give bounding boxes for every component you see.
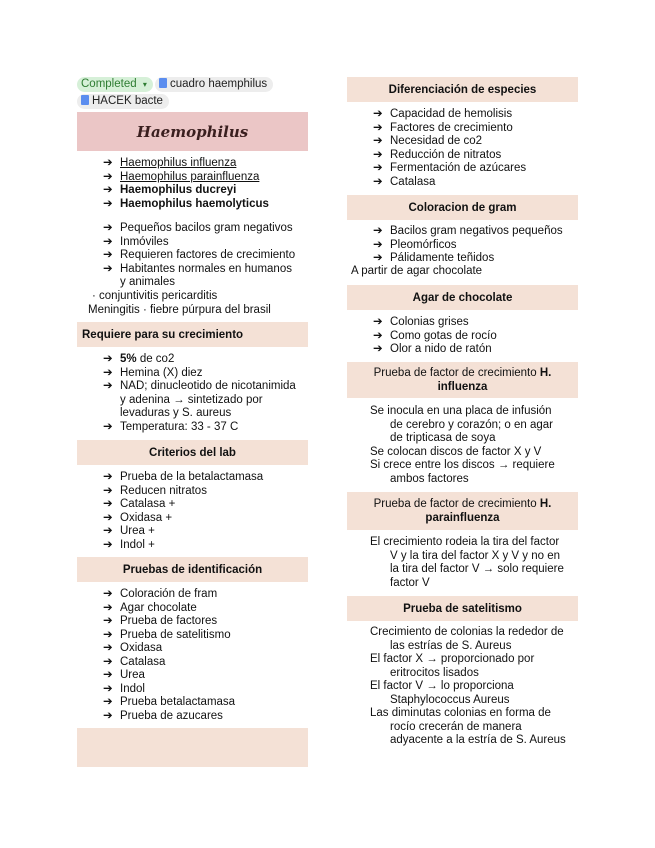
list-item: Indol [120, 682, 145, 695]
status-label: Completed [81, 78, 137, 90]
diseases-line-2: Meningitis · fiebre púrpura del brasil [88, 304, 271, 316]
list-item: y animales [120, 276, 175, 288]
list-item: Habitantes normales en humanos [120, 262, 292, 275]
list-item: Necesidad de co2 [390, 135, 483, 147]
lab-header: Criterios del lab [77, 440, 308, 465]
para-header-text: Prueba de factor de crecimiento [373, 498, 540, 510]
arrow-icon: ➔ [103, 222, 113, 234]
list-item: Pequeños bacilos gram negativos [120, 222, 293, 234]
list-item: Agar chocolate [120, 601, 197, 614]
text-line: Si crece entre los discos → requiere [370, 459, 555, 471]
list-item: Factores de crecimiento [390, 121, 513, 134]
page-title [77, 112, 308, 151]
agar-header: Agar de chocolate [347, 285, 578, 310]
arrow-icon: ➔ [103, 249, 113, 261]
flu-header-text: Prueba de factor de crecimiento [373, 367, 540, 379]
arrow-icon: ➔ [373, 108, 383, 120]
doc-link-hacek[interactable] [77, 94, 169, 109]
list-item: Pleomórficos [390, 238, 457, 251]
text-line: de tripticasa de soya [390, 432, 496, 444]
list-item: Colonias grises [390, 316, 469, 328]
empty-block [77, 728, 308, 767]
arrow-icon: ➔ [103, 709, 113, 722]
text-line: ambos factores [390, 472, 469, 485]
doc-link-cuadro[interactable] [155, 77, 273, 92]
list-item: Coloración de fram [120, 588, 218, 600]
text-line: rocío crecerán de manera [390, 720, 522, 733]
arrow-icon: ➔ [103, 366, 113, 379]
text-line: V y la tira del factor X y V y no en [390, 549, 561, 562]
list-item: Haemophilus haemolyticus [120, 197, 269, 210]
list-item: Olor a nido de ratón [390, 343, 492, 355]
list-item: Catalasa + [120, 498, 176, 510]
list-item: Prueba de factores [120, 615, 218, 627]
list-item: Prueba de azucares [120, 709, 223, 722]
diff-header: Diferenciación de especies [347, 77, 578, 102]
list-item: Hemina (X) diez [120, 366, 203, 379]
list-item: Fermentación de azúcares [390, 162, 527, 174]
arrow-icon: ➔ [103, 184, 113, 196]
list-item: Prueba de la betalactamasa [120, 471, 264, 483]
text-line: Se inocula en una placa de infusión [370, 405, 552, 417]
para-header-genus: H. [539, 498, 552, 510]
list-item: Haemophilus ducreyi [120, 184, 237, 196]
text-line: de cerebro y corazón; o en agar [390, 418, 554, 431]
arrow-icon: ➔ [373, 148, 383, 161]
arrow-icon: ➔ [103, 588, 113, 600]
id-header: Pruebas de identificación [77, 557, 308, 582]
list-item: Temperatura: 33 - 37 C [120, 420, 239, 433]
list-item: Oxidasa + [120, 511, 173, 524]
para-header [347, 492, 578, 530]
arrow-icon: ➔ [103, 682, 113, 695]
arrow-icon: ➔ [103, 525, 113, 537]
list-item: Prueba betalactamasa [120, 696, 236, 708]
text-line: Staphylococcus Aureus [390, 693, 510, 706]
arrow-icon: ➔ [103, 615, 113, 627]
arrow-icon: ➔ [103, 655, 113, 668]
text-line: Las diminutas colonias en forma de [370, 707, 551, 719]
chevron-down-icon: ▾ [142, 80, 147, 89]
status-tag[interactable] [77, 77, 153, 92]
arrow-icon: ➔ [103, 669, 113, 681]
list-item: Requieren factores de crecimiento [120, 249, 296, 261]
growth-header: Requiere para su crecimiento [77, 322, 308, 347]
arrow-icon: ➔ [373, 238, 383, 251]
arrow-icon: ➔ [103, 157, 113, 169]
arrow-icon: ➔ [103, 642, 113, 654]
doc-link-label: cuadro haemphilus [170, 78, 268, 90]
arrow-icon: ➔ [373, 252, 383, 264]
list-item: Reducción de nitratos [390, 148, 502, 161]
arrow-icon: ➔ [103, 420, 113, 433]
text-line: El factor X → proporcionado por [370, 653, 535, 665]
text-line: factor V [390, 576, 430, 589]
arrow-icon: ➔ [103, 484, 113, 497]
list-item: Urea + [120, 525, 155, 537]
list-item: Catalasa [120, 655, 166, 668]
arrow-icon: ➔ [103, 471, 113, 483]
text-line: eritrocitos lisados [390, 666, 479, 679]
arrow-icon: ➔ [373, 135, 383, 147]
flu-header-genus: H. [539, 367, 552, 379]
para-header-species: parainfluenza [425, 512, 500, 524]
list-item: Capacidad de hemolisis [390, 108, 513, 120]
flu-header-species: influenza [437, 381, 488, 393]
arrow-icon: ➔ [103, 235, 113, 248]
arrow-icon: ➔ [103, 498, 113, 510]
flu-header [347, 362, 578, 398]
arrow-icon: ➔ [373, 162, 383, 174]
arrow-icon: ➔ [103, 696, 113, 708]
arrow-icon: ➔ [373, 121, 383, 134]
list-item: Pálidamente teñidos [390, 252, 495, 264]
arrow-icon: ➔ [103, 197, 113, 210]
list-item: Haemophilus influenza [120, 157, 237, 169]
arrow-icon: ➔ [373, 175, 383, 188]
document-icon [159, 78, 167, 88]
list-item: Reducen nitratos [120, 484, 207, 497]
gram-header: Coloracion de gram [347, 195, 578, 220]
arrow-icon: ➔ [103, 262, 113, 275]
text-line: la tira del factor V → solo requiere [390, 563, 564, 575]
list-item: Catalasa [390, 175, 436, 188]
doc-link-label: HACEK bacte [92, 95, 163, 107]
text-line: adyacente a la estría de S. Aureus [390, 734, 566, 746]
list-item: Oxidasa [120, 642, 163, 654]
arrow-icon: ➔ [103, 628, 113, 641]
document-icon [81, 95, 89, 105]
diseases-line-1: · conjuntivitis pericarditis [92, 290, 218, 302]
sat-header: Prueba de satelitismo [347, 596, 578, 621]
list-item: levaduras y S. aureus [120, 407, 232, 419]
list-item: 5% de co2 [120, 353, 175, 365]
text-line: El factor V → lo proporciona [370, 680, 514, 692]
list-item: Haemophilus parainfluenza [120, 170, 260, 183]
arrow-icon: ➔ [103, 170, 113, 183]
gram-note: A partir de agar chocolate [351, 265, 483, 277]
arrow-icon: ➔ [373, 329, 383, 342]
list-item: Como gotas de rocío [390, 329, 497, 342]
text-line: Se colocan discos de factor X y V [370, 445, 542, 458]
list-item: Indol + [120, 538, 155, 551]
arrow-icon: ➔ [103, 511, 113, 524]
list-item: Inmóviles [120, 235, 169, 248]
text-line: El crecimiento rodeia la tira del factor [370, 536, 560, 548]
arrow-icon: ➔ [103, 538, 113, 551]
text-line: Crecimiento de colonias la rededor de [370, 626, 564, 638]
arrow-icon: ➔ [103, 353, 113, 365]
text-line: las estrías de S. Aureus [390, 639, 512, 652]
title-text: Haemophilus [136, 122, 249, 141]
list-item: Prueba de satelitismo [120, 628, 231, 641]
arrow-icon: ➔ [103, 601, 113, 614]
list-item: Bacilos gram negativos pequeños [390, 225, 563, 237]
arrow-icon: ➔ [373, 343, 383, 355]
list-item: Urea [120, 669, 145, 681]
arrow-icon: ➔ [373, 225, 383, 237]
arrow-icon: ➔ [373, 316, 383, 328]
list-item: y adenina → sintetizado por [120, 393, 263, 406]
list-item: NAD; dinucleotido de nicotanimida [120, 380, 296, 392]
arrow-icon: ➔ [103, 380, 113, 392]
